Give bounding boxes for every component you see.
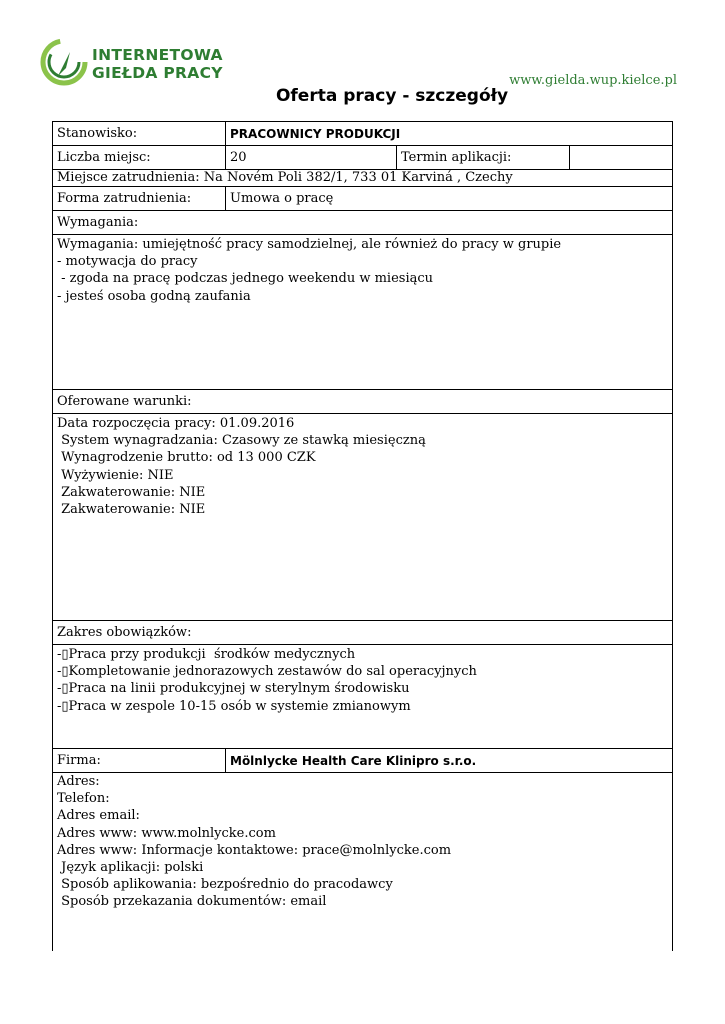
wymagania-header: Wymagania: <box>57 215 139 230</box>
list-item: Telefon: <box>57 791 110 807</box>
list-item: Wynagrodzenie brutto: od 13 000 CZK <box>57 450 316 466</box>
list-item: - zgoda na pracę podczas jednego weekendu w miesiącu <box>57 271 434 287</box>
list-item: Data rozpoczęcia pracy: 01.09.2016 <box>57 416 295 431</box>
list-item: Zakwaterowanie: NIE <box>57 502 206 518</box>
liczba-miejsc-value: 20 <box>230 150 247 165</box>
list-item: -▯Praca przy produkcji środków medycznych <box>57 647 356 662</box>
list-item: - motywacja do pracy <box>57 254 198 270</box>
list-item: Sposób przekazania dokumentów: email <box>57 894 327 910</box>
list-item: -▯Kompletowanie jednorazowych zestawów do sal operacyjnych <box>57 664 477 680</box>
list-item: Adres: <box>57 774 100 789</box>
site-url-link[interactable]: www.gielda.wup.kielce.pl <box>509 73 677 88</box>
list-item: Sposób aplikowania: bezpośrednio do pracodawcy <box>57 877 393 893</box>
termin-aplikacji-label: Termin aplikacji: <box>401 150 512 165</box>
list-item: Adres www: www.molnlycke.com <box>57 825 276 841</box>
list-item: System wynagradzania: Czasowy ze stawką miesięczną <box>57 433 426 449</box>
obowiazki-list <box>53 643 481 718</box>
stanowisko-value: PRACOWNICY PRODUKCJI <box>230 127 401 141</box>
list-item: - jesteś osoba godną zaufania <box>57 288 251 304</box>
miejsce-zatrudnienia: Miejsce zatrudnienia: Na Novém Poli 382/1, 733 01 Karviná , Czechy <box>57 170 513 185</box>
kontakt-list <box>53 770 455 914</box>
stanowisko-label: Stanowisko: <box>57 126 138 141</box>
warunki-header: Oferowane warunki: <box>57 394 192 409</box>
list-item: Adres www: Informacje kontaktowe: prace@molnlycke.com <box>57 842 452 858</box>
firma-label: Firma: <box>57 753 101 768</box>
logo-line2: GIEŁDA PRACY <box>92 64 223 82</box>
list-item: -▯Praca w zespole 10-15 osób w systemie zmianowym <box>57 698 411 714</box>
obowiazki-header: Zakres obowiązków: <box>57 625 192 640</box>
firma-value: Mölnlycke Health Care Klinipro s.r.o. <box>230 754 477 768</box>
logo-line1: INTERNETOWA <box>92 46 223 64</box>
termin-aplikacji-value <box>570 146 578 152</box>
forma-zatrudnienia-value: Umowa o pracę <box>230 191 334 206</box>
wymagania-list <box>53 233 565 308</box>
list-item: Wymagania: umiejętność pracy samodzielnej, ale również do pracy w grupie <box>57 237 562 252</box>
forma-zatrudnienia-label: Forma zatrudnienia: <box>57 191 192 206</box>
warunki-list <box>53 412 430 521</box>
page-title: Oferta pracy - szczegóły <box>275 86 509 106</box>
list-item: Wyżywienie: NIE <box>57 467 174 483</box>
logo-text <box>92 46 223 82</box>
list-item: Język aplikacji: polski <box>57 860 204 876</box>
list-item: Zakwaterowanie: NIE <box>57 484 206 500</box>
list-item: -▯Praca na linii produkcyjnej w sterylnym środowisku <box>57 681 410 697</box>
list-item: Adres email: <box>57 808 140 824</box>
liczba-miejsc-label: Liczba miejsc: <box>57 150 151 165</box>
